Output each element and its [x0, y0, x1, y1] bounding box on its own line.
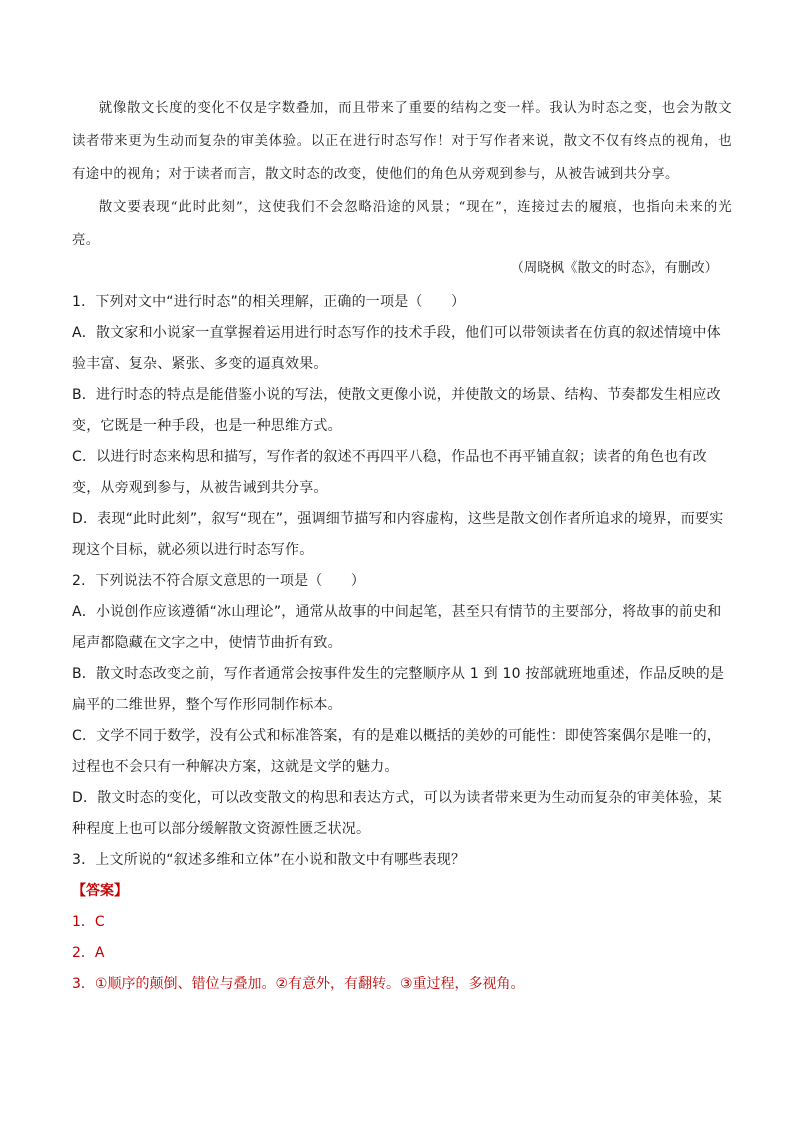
option-b: B．进行时态的特点是能借鉴小说的写法，使散文更像小说，并使散文的场景、结构、节奏都发生相应改变，它既是一种手段，也是一种思维方式。: [72, 387, 721, 434]
option-c: C．文学不同于数学，没有公式和标准答案，有的是难以概括的美妙的可能性：即使答案偶尔是唯一的，过程也不会只有一种解决方案，这就是文学的魅力。: [72, 728, 721, 775]
passage-source: （周晓枫《散文的时态》，有删改）: [510, 261, 718, 276]
question-3: [72, 845, 732, 876]
questions-section: [72, 287, 732, 876]
option-b: B．散文时态改变之前，写作者通常会按事件发生的完整顺序从 1 到 10 按部就班地重述，作品反映的是扁平的二维世界，整个写作形同制作标本。: [72, 666, 725, 713]
option-a: A．散文家和小说家一直掌握着运用进行时态写作的技术手段，他们可以带领读者在仿真的叙述情境中体验丰富、复杂、紧张、多变的逼真效果。: [72, 325, 721, 372]
question-1: [72, 287, 732, 566]
answer-heading: 【答案】: [72, 883, 128, 899]
option-a: A．小说创作应该遵循“冰山理论”，通常从故事的中间起笔，甚至只有情节的主要部分，将故事的前史和尾声都隐藏在文字之中，使情节曲折有致。: [72, 604, 722, 651]
question-stem: 2．下列说法不符合原文意思的一项是（ ）: [72, 573, 366, 589]
passage-paragraph-2: 散文要表现“此时此刻”，这使我们不会忽略沿途的风景；“现在”，连接过去的履痕，也指向未来的光亮。: [72, 200, 732, 248]
question-stem: 1．下列对文中“进行时态”的相关理解，正确的一项是（ ）: [72, 294, 466, 310]
passage-paragraph-1: 就像散文长度的变化不仅是字数叠加，而且带来了重要的结构之变一样。我认为时态之变，也会为散文读者带来更为生动而复杂的审美体验。以正在进行时态写作！对于写作者来说，散文不仅有终点的视角，也有途中的视角；对于读者而言，散文时态的改变，使他们的角色从旁观到参与，从被告诫到共分享。: [72, 101, 732, 182]
document-page: [72, 92, 732, 1000]
question-2: [72, 566, 732, 845]
option-c: C．以进行时态来构思和描写，写作者的叙述不再四平八稳，作品也不再平铺直叙；读者的角色也有改变，从旁观到参与，从被告诫到共分享。: [72, 449, 707, 496]
option-d: D．表现“此时此刻”，叙写“现在”，强调细节描写和内容虚构，这些是散文创作者所追求的境界，而要实现这个目标，就必须以进行时态写作。: [72, 511, 724, 558]
question-stem: 3．上文所说的“叙述多维和立体”在小说和散文中有哪些表现？: [72, 852, 466, 868]
answer-item-2: 2．A: [72, 945, 105, 961]
answer-item-1: 1．C: [72, 914, 105, 930]
answer-section: [72, 876, 732, 1000]
option-d: D．散文时态的变化，可以改变散文的构思和表达方式，可以为读者带来更为生动而复杂的审美体验，某种程度上也可以部分缓解散文资源性匮乏状况。: [72, 790, 722, 837]
answer-item-3: 3．①顺序的颠倒、错位与叠加。②有意外，有翻转。③重过程，多视角。: [72, 976, 525, 992]
passage: [72, 92, 732, 257]
